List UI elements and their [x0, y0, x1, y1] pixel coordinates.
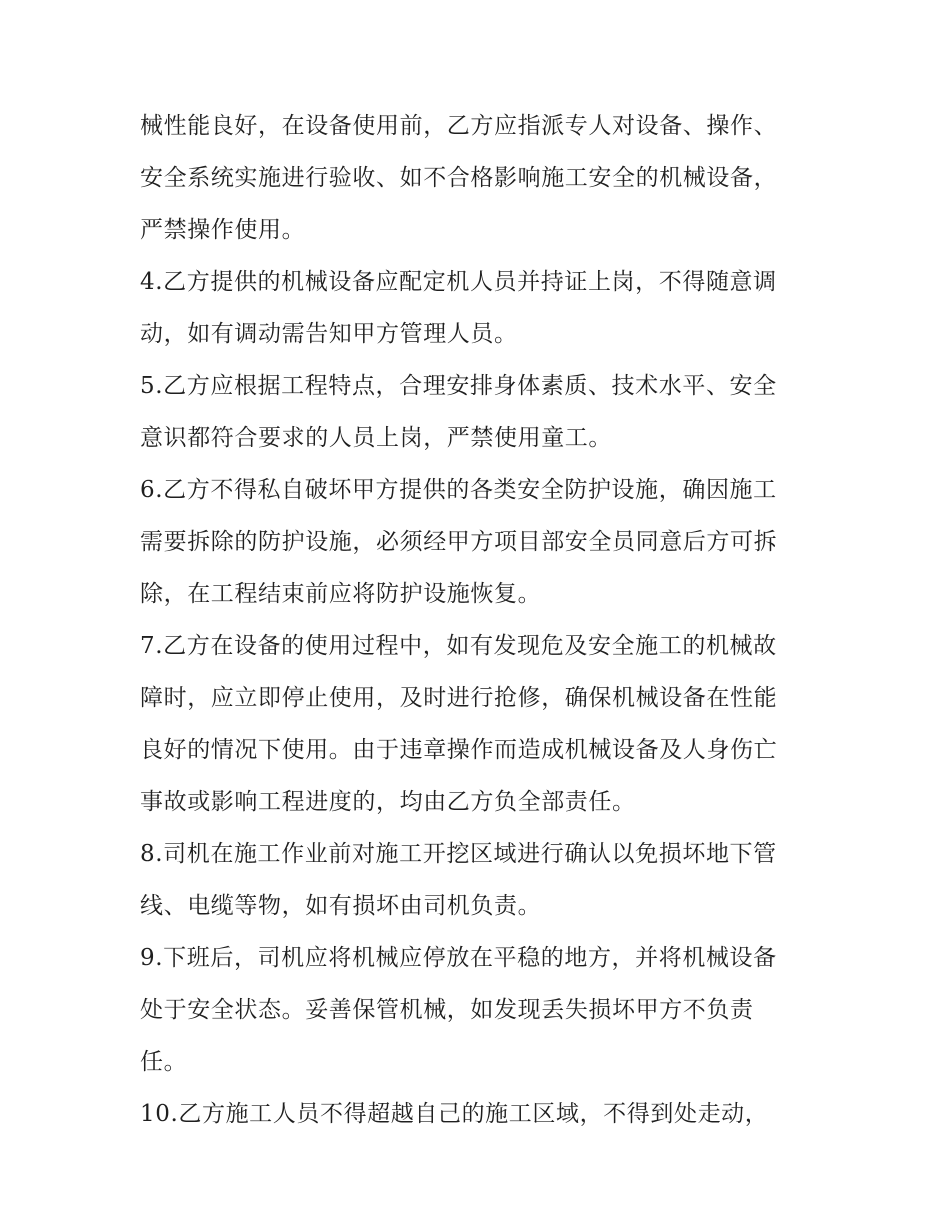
clause-5-line: 5.乙方应根据工程特点，合理安排身体素质、技术水平、安全: [140, 373, 777, 399]
clause-4-line: 4.乙方提供的机械设备应配定机人员并持证上岗，不得随意调: [140, 269, 777, 295]
text-line: 处于安全状态。妥善保管机械，如发现丢失损坏甲方不负责: [140, 997, 754, 1023]
text-line: 线、电缆等物，如有损坏由司机负责。: [140, 893, 542, 919]
clause-7-line: 7.乙方在设备的使用过程中，如有发现危及安全施工的机械故: [140, 633, 777, 659]
text-line: 需要拆除的防护设施，必须经甲方项目部安全员同意后方可拆: [140, 529, 778, 555]
text-line: 安全系统实施进行验收、如不合格影响施工安全的机械设备，: [140, 165, 778, 191]
text-line: 严禁操作使用。: [140, 217, 306, 243]
text-line: 械性能良好，在设备使用前，乙方应指派专人对设备、操作、: [140, 113, 778, 139]
text-line: 障时，应立即停止使用，及时进行抢修，确保机械设备在性能: [140, 685, 778, 711]
text-line: 任。: [140, 1049, 188, 1075]
text-line: 意识都符合要求的人员上岗，严禁使用童工。: [140, 425, 612, 451]
text-line: 事故或影响工程进度的，均由乙方负全部责任。: [140, 789, 636, 815]
text-line: 良好的情况下使用。由于违章操作而造成机械设备及人身伤亡: [140, 737, 778, 763]
clause-6-line: 6.乙方不得私自破坏甲方提供的各类安全防护设施，确因施工: [140, 477, 777, 503]
text-line: 动，如有调动需告知甲方管理人员。: [140, 321, 518, 347]
clause-9-line: 9.下班后，司机应将机械应停放在平稳的地方，并将机械设备: [140, 945, 777, 971]
text-line: 除，在工程结束前应将防护设施恢复。: [140, 581, 542, 607]
document-body: [140, 100, 820, 1140]
clause-10-line: 10.乙方施工人员不得超越自己的施工区域，不得到处走动，: [140, 1101, 769, 1127]
clause-8-line: 8.司机在施工作业前对施工开挖区域进行确认以免损坏地下管: [140, 841, 777, 867]
